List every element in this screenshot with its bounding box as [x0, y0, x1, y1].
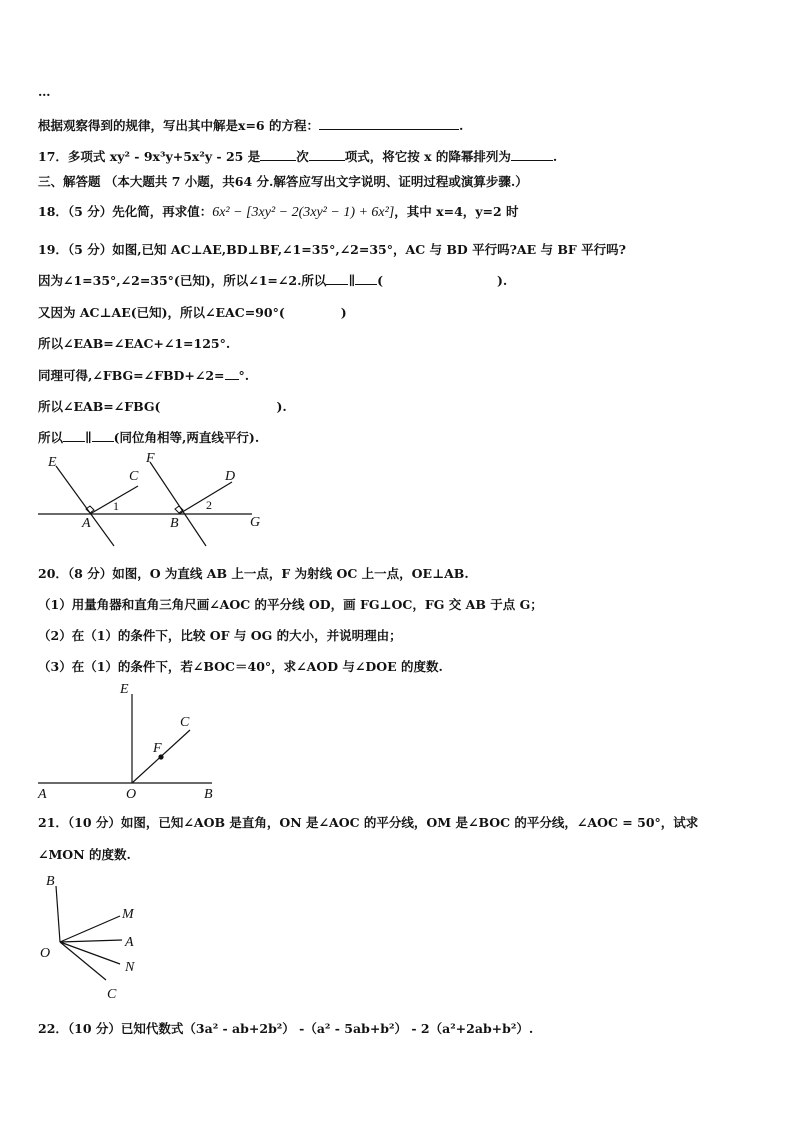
label-f: F	[153, 741, 162, 756]
q20-part-2: （2）在（1）的条件下，比较 OF 与 OG 的大小，并说明理由；	[38, 628, 402, 643]
label-m: M	[122, 907, 134, 922]
q16-end: .	[458, 118, 464, 133]
label-n: N	[125, 960, 135, 975]
label-d: D	[225, 469, 236, 484]
ray-oc	[60, 942, 106, 980]
line-ea	[56, 466, 114, 546]
label-angle-1: 1	[113, 499, 119, 513]
label-b: B	[204, 787, 213, 802]
q19-line-5	[38, 397, 287, 415]
q17-part3: 项式，将它按 x 的降幂排列为	[344, 149, 511, 164]
label-c: C	[129, 469, 139, 484]
label-e: E	[48, 455, 57, 470]
label-c: C	[107, 987, 117, 1002]
q16-tail	[38, 116, 463, 134]
q21-line-2: ∠MON 的度数.	[38, 847, 131, 862]
q17-end: .	[552, 149, 558, 164]
q19-line-2	[38, 303, 347, 321]
label-b: B	[46, 874, 55, 889]
q20-part-3: （3）在（1）的条件下，若∠BOC＝40°，求∠AOD 与∠DOE 的度数.	[38, 659, 443, 674]
label-o: O	[40, 946, 51, 961]
answer-blank	[355, 272, 377, 285]
q21-figure	[34, 868, 164, 1008]
label-a: A	[38, 787, 47, 802]
line-fb	[150, 462, 206, 546]
q18-tail: ，其中 x=4，y=2 时	[394, 204, 519, 219]
ray-oa	[60, 940, 122, 942]
q19-l1-text: 因为∠1=35°,∠2=35°(已知)，所以∠1=∠2.所以	[38, 273, 327, 288]
label-e: E	[120, 682, 129, 697]
close-paren: ).	[276, 399, 287, 414]
answer-blank	[225, 367, 239, 380]
question-18	[38, 202, 519, 221]
q18-lead: 18．（5 分）先化简，再求值：	[38, 204, 213, 219]
q19-line-4	[38, 366, 249, 384]
q19-l6-reason: (同位角相等,两直线平行).	[113, 430, 260, 445]
ellipsis: …	[38, 84, 51, 99]
q20-stem: 20．（8 分）如图，O 为直线 AB 上一点，F 为射线 OC 上一点，OE⊥AB.	[38, 566, 469, 581]
q21-line-1: 21．（10 分）如图，已知∠AOB 是直角，ON 是∠AOC 的平分线，OM 是∠BOC 的平分线，∠AOC = 50°，试求	[38, 815, 699, 830]
ray-ob	[56, 886, 60, 942]
q20-part-1: （1）用量角器和直角三角尺画∠AOC 的平分线 OD，画 FG⊥OC，FG 交 AB 于点 G；	[38, 597, 543, 612]
label-a: A	[82, 516, 91, 531]
question-17	[38, 147, 557, 165]
answer-blank	[92, 429, 114, 442]
parallel-symbol: ∥	[348, 273, 356, 288]
q19-l6-text: 所以	[38, 430, 64, 445]
q19-line-6	[38, 428, 259, 446]
degree-end: °.	[238, 368, 250, 383]
open-paren: (	[377, 273, 383, 288]
section-3-heading: 三、解答题 （本大题共 7 小题，共64 分.解答应写出文字说明、证明过程或演算步骤.）	[38, 174, 528, 189]
label-f: F	[146, 452, 155, 466]
ray-on	[60, 942, 120, 964]
answer-blank	[319, 117, 459, 130]
question-22: 22．（10 分）已知代数式（3a² - ab+2b²） -（a² - 5ab+b²） - 2（a²+2ab+b²）.	[38, 1021, 534, 1036]
parallel-symbol: ∥	[85, 430, 92, 445]
q19-l4-text: 同理可得,∠FBG=∠FBD+∠2=	[38, 368, 225, 383]
q19-line-1	[38, 271, 507, 289]
label-c: C	[180, 715, 190, 730]
answer-blank	[260, 148, 296, 161]
close-paren: ).	[496, 273, 508, 288]
q19-figure	[34, 452, 274, 550]
q17-part1: 17．多项式 xy² - 9x³y+5x²y - 25 是	[38, 149, 261, 164]
q18-expression: 6x² − [3xy² − 2(3xy² − 1) + 6x²]	[212, 205, 395, 220]
answer-blank	[511, 148, 553, 161]
q20-figure	[34, 678, 224, 804]
ray-om	[60, 916, 120, 942]
label-o: O	[126, 787, 137, 802]
label-a: A	[125, 935, 134, 950]
answer-blank	[63, 429, 85, 442]
q19-l2-text: 又因为 AC⊥AE(已知)，所以∠EAC=90°(	[38, 305, 285, 320]
answer-blank	[309, 148, 345, 161]
q17-part2: 次	[296, 149, 309, 164]
close-paren: )	[340, 305, 347, 320]
q19-l5-text: 所以∠EAB=∠FBG(	[38, 399, 161, 414]
label-angle-2: 2	[206, 498, 212, 512]
answer-blank	[326, 272, 348, 285]
label-b: B	[170, 516, 179, 531]
q19-stem: 19．（5 分）如图,已知 AC⊥AE,BD⊥BF,∠1=35°,∠2=35°，AC 与 BD 平行吗?AE 与 BF 平行吗?	[38, 242, 626, 257]
label-g: G	[250, 515, 261, 530]
q16-text: 根据观察得到的规律，写出其中解是x=6 的方程：	[38, 118, 319, 133]
q19-line-3: 所以∠EAB=∠EAC+∠1=125°.	[38, 336, 231, 351]
